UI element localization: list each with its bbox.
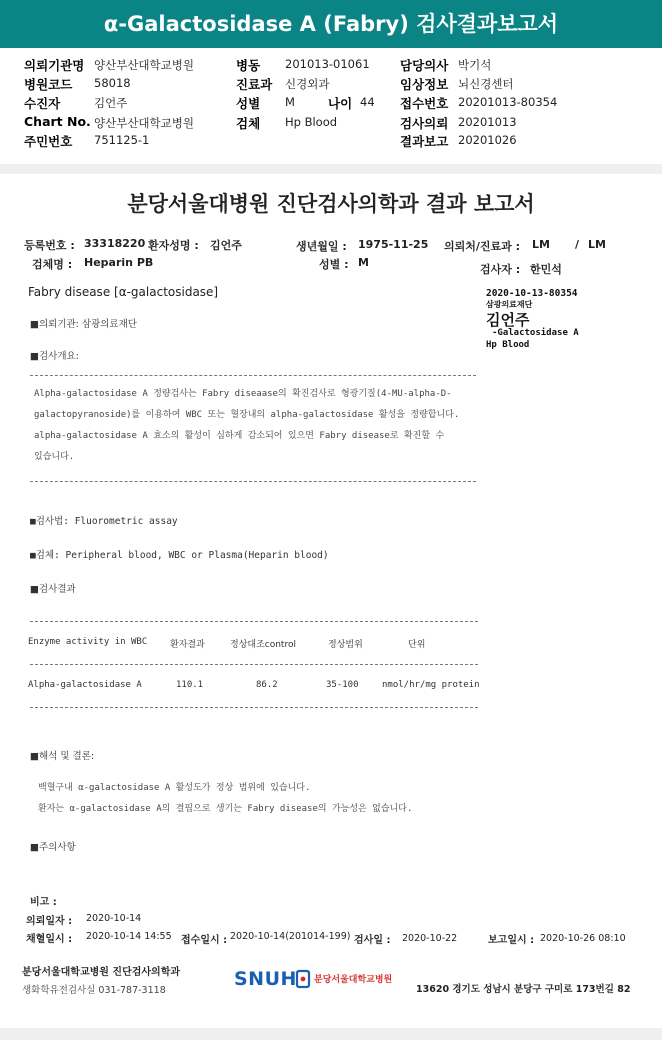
interpretation-line: 환자는 α-galactosidase A의 결핍으로 생기는 Fabry disease의 가능성은 없습니다.	[38, 804, 413, 814]
overview-line: galactopyranoside)를 이용하여 WBC 또는 혈장내의 alpha-galactosidase 활성을 정량합니다.	[34, 410, 460, 420]
report-banner-title: α-Galactosidase A (Fabry) 검사결과보고서	[0, 0, 662, 48]
receive-value: 2020-10-14(201014-199)	[230, 931, 351, 942]
hospital-label: 의뢰기관명	[24, 58, 85, 73]
report-title: 분당서울대병원 진단검사의학과 결과 보고서	[127, 192, 535, 216]
code-value: 58018	[94, 76, 131, 90]
name-value: 김언주	[210, 239, 242, 252]
table-row	[28, 680, 480, 696]
name-label: 환자성명 :	[148, 239, 199, 252]
dob-label: 생년월일 :	[296, 240, 347, 253]
collect-label: 채혈일시 :	[26, 934, 73, 945]
report-value: 20201026	[458, 133, 517, 147]
info-table	[0, 48, 662, 164]
request-value: 20201013	[458, 115, 517, 129]
sticker-name: 김언주	[486, 311, 530, 329]
col-header-range: 정상범위	[328, 640, 363, 650]
overview-line: alpha-galactosidase A 효소의 활성이 심하게 감소되어 있으면 Fabry disease로 확진할 수	[34, 431, 445, 441]
req-dept-value: LM	[532, 238, 550, 251]
receipt-value: 20201013-80354	[458, 95, 558, 109]
cell-range: 35-100	[326, 680, 359, 690]
report-label: 결과보고	[400, 134, 449, 149]
ward-value: 201013-01061	[285, 57, 370, 71]
req-dept-label: 의뢰처/진료과 :	[444, 240, 521, 253]
rrn-value: 751125-1	[94, 133, 150, 147]
doctor-label: 담당의사	[400, 58, 449, 73]
cell-enzyme: Alpha-galactosidase A	[28, 680, 142, 690]
report-sex-label: 성별 :	[319, 258, 349, 271]
logo-mark-icon	[295, 969, 311, 989]
chart-value: 양산부산대학교병원	[94, 116, 194, 130]
rrn-label: 주민번호	[24, 134, 73, 149]
col-header-control: 정상대조control	[230, 640, 296, 650]
receive-label: 접수일시 :	[181, 935, 228, 946]
dob-value: 1975-11-25	[358, 238, 429, 251]
institution-line: ■의뢰기관: 삼광의료재단	[30, 319, 137, 330]
clinical-label: 임상정보	[400, 77, 449, 92]
age-value: 44	[360, 95, 375, 109]
overview-text	[34, 384, 459, 468]
sticker-org: 삼광의료재단	[486, 300, 533, 309]
bottom-band	[0, 1028, 662, 1040]
sex-value: M	[285, 95, 295, 109]
overview-line: Alpha-galactosidase A 정량검사는 Fabry diseaase의 확진검사로 형광기질(4-MU-alpha-D-	[34, 389, 452, 399]
method-line: ■검사법: Fluorometric assay	[30, 516, 178, 527]
separator-band	[0, 164, 662, 174]
test-name: Fabry disease [α-galactosidase]	[28, 285, 219, 299]
table-top-rule	[30, 621, 478, 622]
reg-no-value: 33318220	[84, 237, 146, 250]
footer-address: 13620 경기도 성남시 분당구 구미로 173번길 82	[416, 984, 631, 995]
hospital-value: 양산부산대학교병원	[94, 58, 194, 72]
specimen-value: Hp Blood	[285, 115, 338, 129]
cell-result: 110.1	[176, 680, 204, 690]
patient-label: 수진자	[24, 96, 61, 111]
snuh-logo	[234, 968, 404, 992]
interpretation-text	[38, 778, 412, 820]
caution-heading: ■주의사항	[30, 842, 76, 853]
overview-line: 있습니다.	[34, 452, 75, 462]
clinical-value: 뇌신경센터	[458, 77, 514, 91]
overview-heading: ■검사개요:	[30, 351, 79, 362]
specimen-sticker	[484, 286, 624, 350]
col-header-result: 환자결과	[170, 640, 205, 650]
cell-unit: nmol/hr/mg protein	[382, 680, 480, 690]
code-label: 병원코드	[24, 77, 73, 92]
report-date-value: 2020-10-26 08:10	[540, 933, 626, 944]
col-header-enzyme: Enzyme activity in WBC	[28, 637, 148, 647]
interpretation-line: 백혈구내 α-galactosidase A 활성도가 정상 범위에 있습니다.	[38, 783, 311, 793]
sex-label: 성별	[236, 96, 261, 111]
logo-subtext: 분당서울대학교병원	[314, 975, 393, 985]
patient-value: 김언주	[94, 96, 128, 110]
specimen-name-value: Heparin PB	[84, 256, 154, 269]
results-table-header	[28, 637, 480, 653]
dept-label: 진료과	[236, 77, 273, 92]
scanned-report	[6, 174, 656, 1026]
sticker-test: -Galactosidase A	[492, 328, 579, 338]
cell-control: 86.2	[256, 680, 278, 690]
results-heading: ■검사결과	[30, 584, 76, 595]
table-bottom-rule	[30, 707, 478, 708]
sticker-receipt-no: 2020-10-13-80354	[486, 288, 578, 299]
sticker-specimen: Hp Blood	[486, 340, 530, 350]
ward-label: 병동	[236, 58, 261, 73]
req-dept-sep: /	[575, 238, 580, 251]
receipt-label: 접수번호	[400, 96, 449, 111]
doctor-value: 박기석	[458, 58, 492, 72]
report-sex-value: M	[358, 256, 369, 269]
table-mid-rule	[30, 664, 478, 665]
divider	[30, 375, 476, 376]
age-label: 나이	[328, 96, 353, 111]
specimen-label: 검체	[236, 116, 261, 131]
tester-value: 한민석	[530, 263, 562, 276]
logo-text: SNUH	[234, 968, 297, 990]
dept-value: 신경외과	[285, 77, 330, 91]
specimen-name-label: 검체명 :	[32, 258, 73, 271]
chart-label: Chart No.	[24, 114, 91, 129]
interpretation-heading: ■해석 및 결론:	[30, 751, 95, 762]
report-date-label: 보고일시 :	[488, 935, 535, 946]
col-header-unit: 단위	[408, 640, 426, 650]
request-label: 검사의뢰	[400, 116, 449, 131]
req-dept-value2: LM	[588, 238, 606, 251]
request-date-value: 2020-10-14	[86, 913, 142, 924]
footer-lab: 생화학유전검사실 031-787-3118	[22, 985, 166, 996]
specimen-type-line: ■검체: Peripheral blood, WBC or Plasma(Heparin blood)	[30, 550, 329, 561]
test-date-value: 2020-10-22	[402, 933, 458, 944]
reg-no-label: 등록번호 :	[24, 239, 75, 252]
collect-value: 2020-10-14 14:55	[86, 931, 172, 942]
test-date-label: 검사일 :	[354, 935, 391, 946]
divider	[30, 481, 476, 482]
tester-label: 검사자 :	[480, 263, 521, 276]
footer-org: 분당서울대학교병원 진단검사의학과	[22, 967, 181, 978]
note-label: 비고 :	[30, 897, 57, 908]
request-date-label: 의뢰일자 :	[26, 916, 73, 927]
